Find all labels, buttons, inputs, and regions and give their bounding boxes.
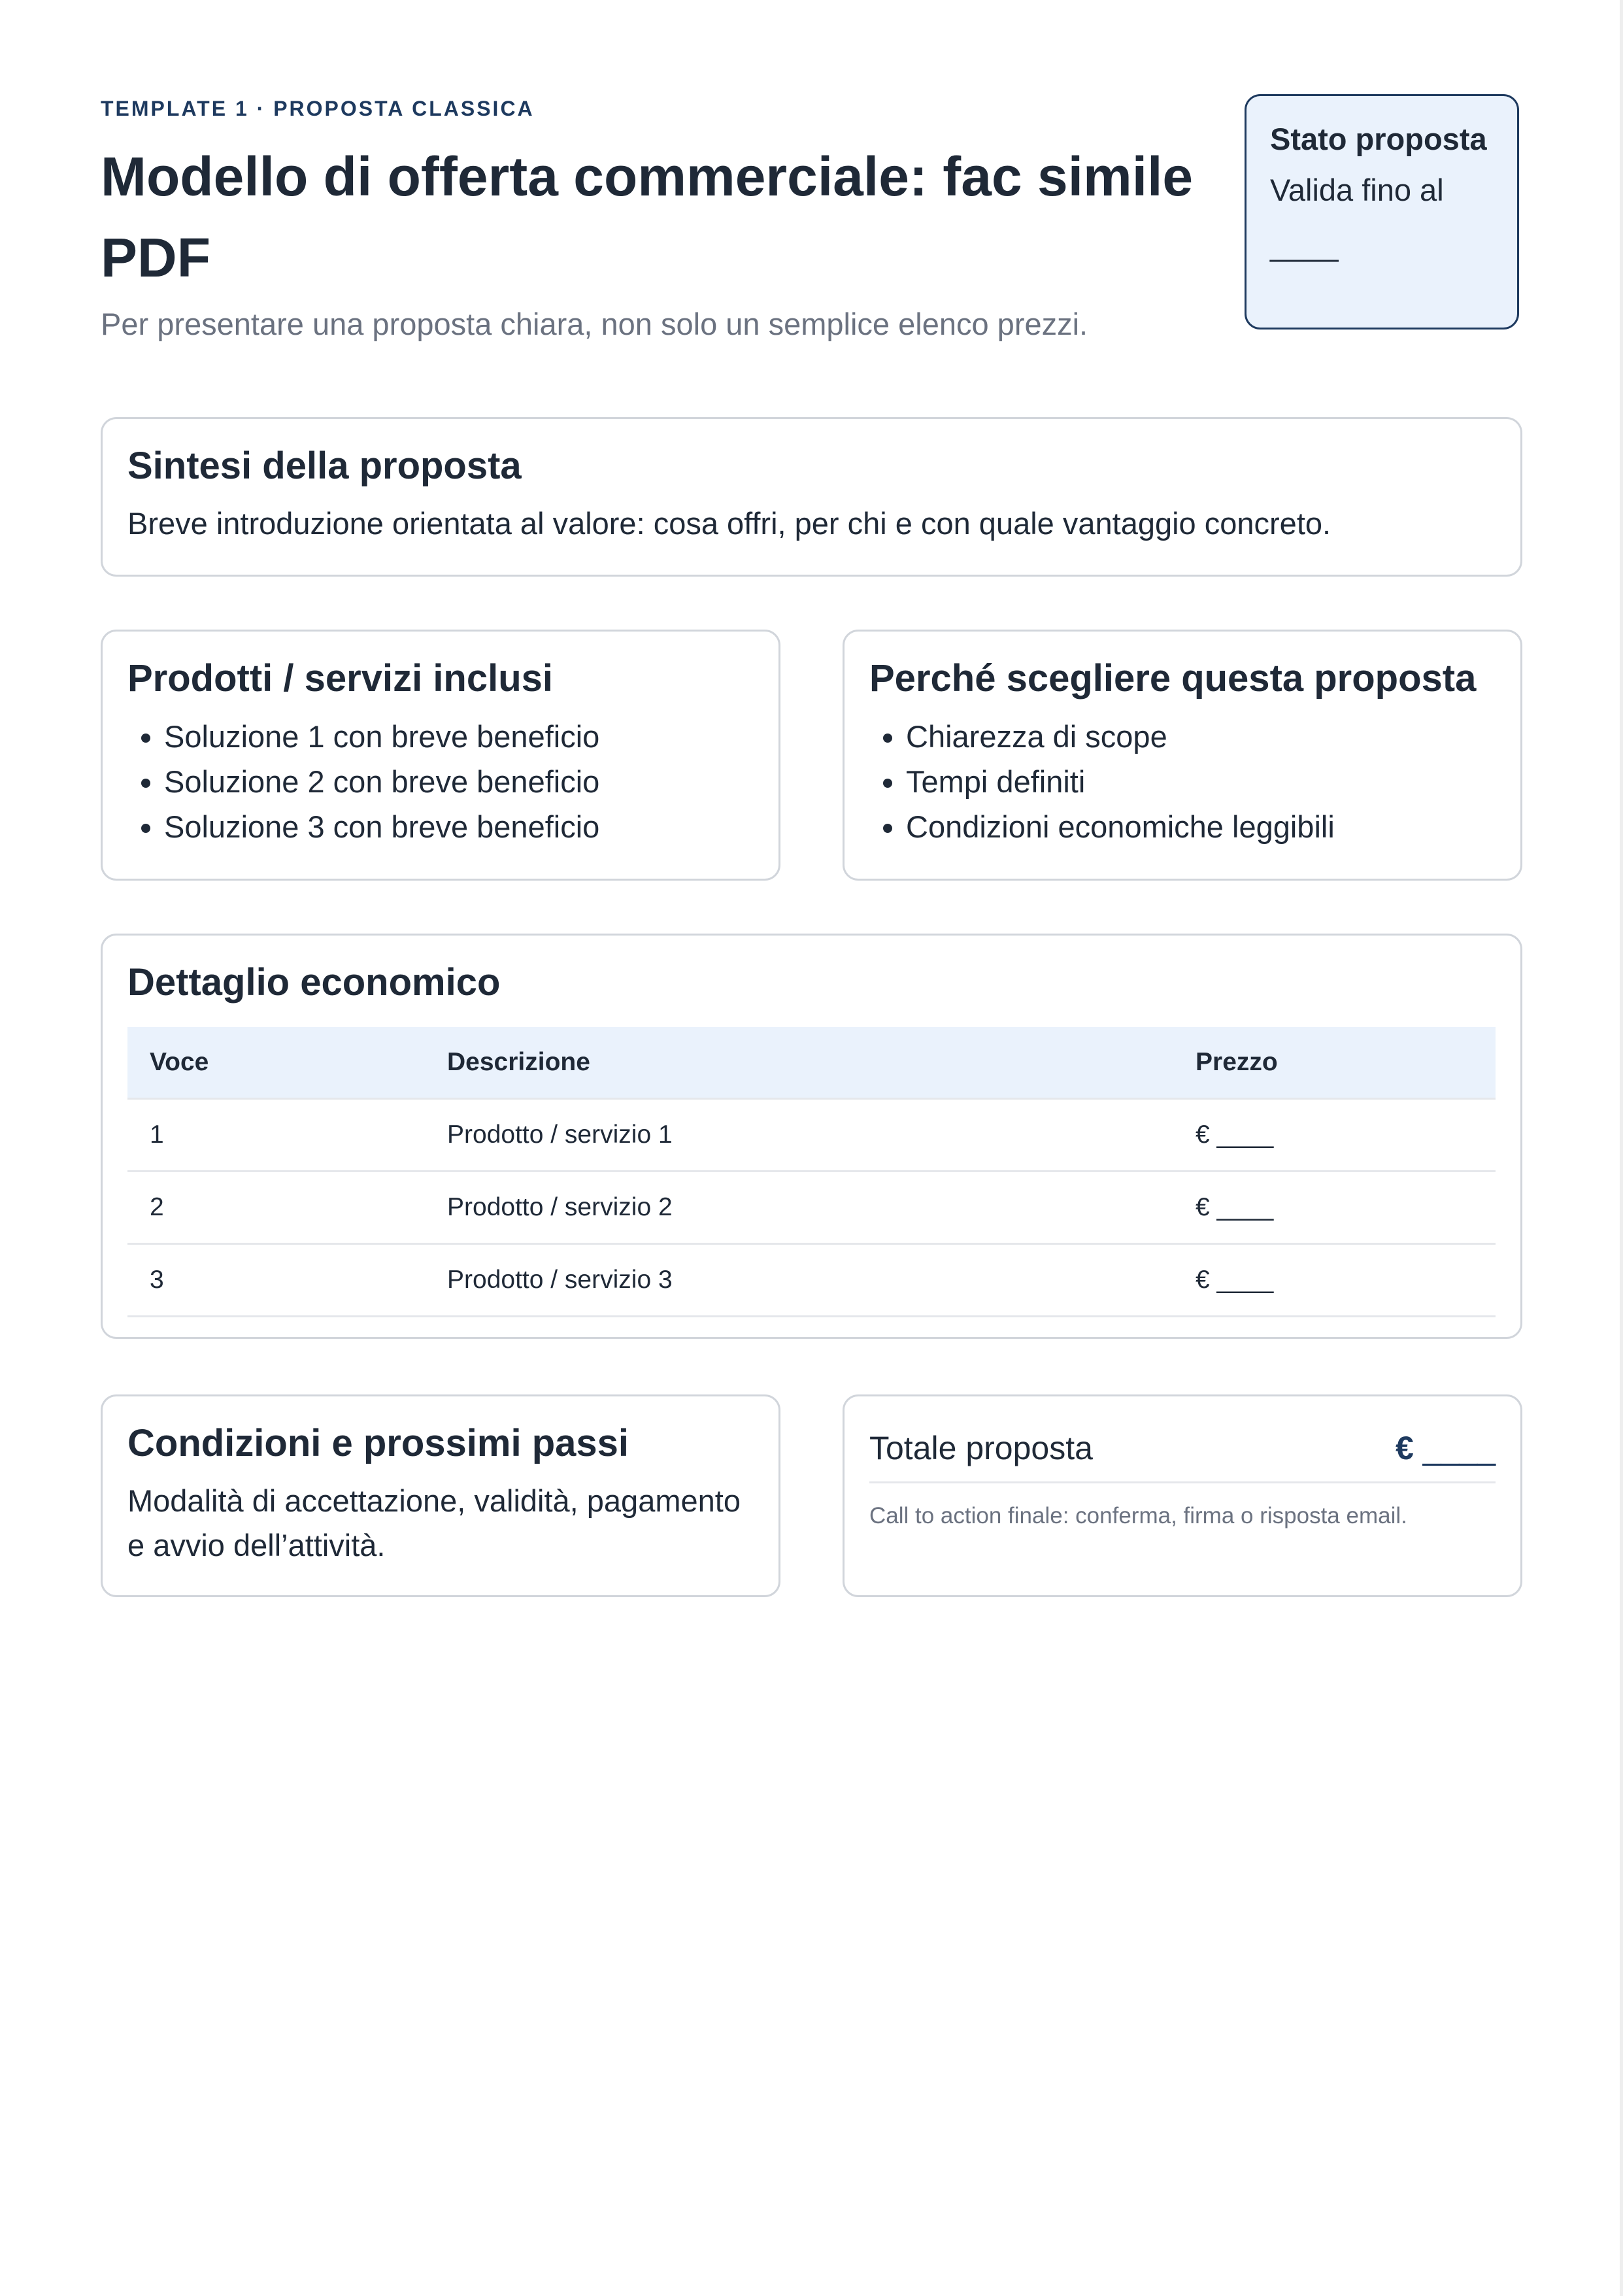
status-validity: Valida fino al ____ bbox=[1270, 173, 1444, 262]
total-card bbox=[843, 1394, 1522, 1597]
document-title: Modello di offerta commerciale: fac simile PDF bbox=[101, 146, 1194, 288]
total-blank: ____ bbox=[1422, 1430, 1496, 1466]
total-value bbox=[1396, 1429, 1496, 1467]
column-header-voce: Voce bbox=[127, 1027, 425, 1099]
column-header-descrizione: Descrizione bbox=[425, 1027, 1173, 1099]
products-list bbox=[127, 714, 754, 849]
call-to-action: Call to action finale: conferma, firma o risposta email. bbox=[869, 1503, 1407, 1528]
pricing-title: Dettaglio economico bbox=[127, 961, 501, 1004]
cell-prezzo: € ____ bbox=[1173, 1244, 1496, 1317]
page-edge bbox=[1620, 0, 1623, 2296]
table-header-row bbox=[127, 1027, 1496, 1099]
conditions-text: Modalità di accettazione, validità, pagamento e avvio dell’attività. bbox=[127, 1483, 741, 1562]
document-subtitle: Per presentare una proposta chiara, non solo un semplice elenco prezzi. bbox=[101, 307, 1088, 341]
products-title: Prodotti / servizi inclusi bbox=[127, 657, 554, 700]
cell-prezzo: € ____ bbox=[1173, 1099, 1496, 1172]
cell-voce: 2 bbox=[127, 1172, 425, 1244]
total-label: Totale proposta bbox=[869, 1430, 1093, 1466]
pricing-card bbox=[101, 934, 1522, 1339]
list-item: • Chiarezza di scope bbox=[906, 714, 1496, 759]
list-item: • Soluzione 1 con breve beneficio bbox=[164, 714, 754, 759]
cell-descrizione: Prodotto / servizio 2 bbox=[425, 1172, 1173, 1244]
table-row bbox=[127, 1099, 1496, 1172]
cell-voce: 3 bbox=[127, 1244, 425, 1317]
list-item: • Condizioni economiche leggibili bbox=[906, 804, 1496, 849]
conditions-title: Condizioni e prossimi passi bbox=[127, 1422, 629, 1464]
total-row bbox=[869, 1429, 1496, 1483]
cell-descrizione: Prodotto / servizio 1 bbox=[425, 1099, 1173, 1172]
cell-descrizione: Prodotto / servizio 3 bbox=[425, 1244, 1173, 1317]
conditions-card bbox=[101, 1394, 780, 1597]
products-card bbox=[101, 630, 780, 881]
table-row bbox=[127, 1172, 1496, 1244]
template-eyebrow: TEMPLATE 1 · PROPOSTA CLASSICA bbox=[101, 97, 535, 120]
document-page bbox=[101, 92, 1522, 1562]
status-box bbox=[1245, 94, 1519, 329]
list-item: • Soluzione 3 con breve beneficio bbox=[164, 804, 754, 849]
summary-text: Breve introduzione orientata al valore: cosa offri, per chi e con quale vantaggio concreto. bbox=[127, 506, 1331, 541]
document-header bbox=[101, 92, 1522, 353]
summary-title: Sintesi della proposta bbox=[127, 445, 522, 487]
table-row bbox=[127, 1244, 1496, 1317]
column-header-prezzo: Prezzo bbox=[1173, 1027, 1496, 1099]
pricing-table bbox=[127, 1027, 1496, 1317]
cell-voce: 1 bbox=[127, 1099, 425, 1172]
total-currency: € bbox=[1396, 1430, 1414, 1466]
why-title: Perché scegliere questa proposta bbox=[869, 657, 1477, 700]
why-list bbox=[869, 714, 1496, 849]
summary-card bbox=[101, 417, 1522, 577]
why-card bbox=[843, 630, 1522, 881]
list-item: • Tempi definiti bbox=[906, 759, 1496, 804]
cell-prezzo: € ____ bbox=[1173, 1172, 1496, 1244]
status-title: Stato proposta bbox=[1270, 122, 1487, 156]
list-item: • Soluzione 2 con breve beneficio bbox=[164, 759, 754, 804]
